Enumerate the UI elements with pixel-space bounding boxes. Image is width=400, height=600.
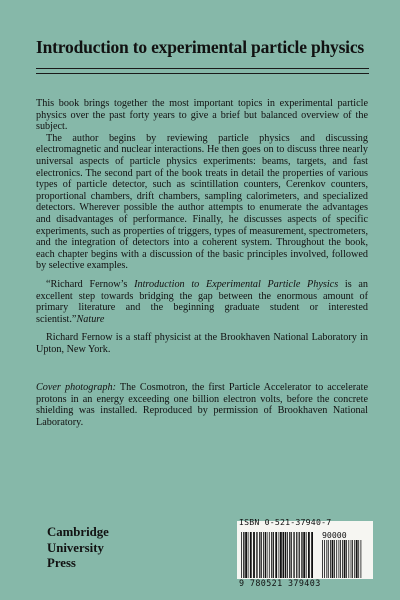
barcode-bar bbox=[279, 532, 280, 578]
barcode-bar bbox=[301, 532, 302, 578]
barcode-bar bbox=[273, 532, 274, 578]
barcode-bar bbox=[269, 532, 270, 578]
barcode-bar bbox=[334, 540, 335, 578]
barcode-bar bbox=[352, 540, 353, 578]
publisher-logo bbox=[47, 525, 109, 572]
barcode-bar bbox=[250, 532, 252, 578]
barcode-bar bbox=[256, 532, 257, 578]
barcode-bar bbox=[328, 540, 329, 578]
description bbox=[36, 98, 368, 355]
price-barcode bbox=[322, 540, 362, 578]
description-paragraph: This book brings together the most important topics in experimental particle physics over the past forty years to give a brief but balanced overview of the subject. bbox=[36, 98, 368, 133]
title-rule-bottom bbox=[36, 73, 369, 74]
barcode-bar bbox=[283, 532, 285, 578]
barcode-bar bbox=[245, 532, 247, 578]
quote-text: is an excellent step towards bridging the gap between the enormous amount of primary literature and the beginning graduate student or interested scientist.” bbox=[36, 278, 368, 325]
isbn-text: ISBN 0-521-37940-7 bbox=[239, 517, 332, 527]
barcode-bar bbox=[287, 532, 288, 578]
price-code-text: 90000 bbox=[322, 530, 347, 540]
barcode-bar bbox=[291, 532, 292, 578]
barcode-bar bbox=[324, 540, 325, 578]
barcode-bar bbox=[351, 540, 352, 578]
barcode-bar bbox=[332, 540, 334, 578]
barcode-bar bbox=[263, 532, 264, 578]
description-paragraph: The author begins by reviewing particle physics and discussing electromagnetic and nuclear interactions. He then goes on to discuss three nearly universal aspects of particle physics experiments: beams, targets, and fast electronics. The second part of the book treats in detail the properties of various types of particle detector, such as scintillation counters, Cerenkov counters, proportional chambers, drift chambers, sampling calorimeters, and specialized detectors. Wherever possible the author attempts to enumerate the advantages and disadvantages of performance. Finally, he discusses aspects of specific experiments, such as properties of triggers, types of measurement, spectrometers, and the integration of detectors into a coherent system. Throughout the book, each chapter begins with a discussion of the basic principles involved, followed by selective examples. bbox=[36, 132, 368, 272]
book-title: Introduction to experimental particle physics bbox=[36, 37, 365, 57]
ean-barcode bbox=[241, 532, 315, 578]
barcode-bar bbox=[344, 540, 346, 578]
quote-open: “Richard Fernow’s bbox=[46, 278, 135, 290]
barcode-bar bbox=[253, 532, 255, 578]
barcode-bar bbox=[346, 540, 347, 578]
barcode-bar bbox=[248, 532, 249, 578]
barcode-bar bbox=[265, 532, 266, 578]
barcode-bar bbox=[243, 532, 244, 578]
quoted-book-title: Introduction to Experimental Particle Physics bbox=[134, 278, 339, 290]
review-quote bbox=[36, 279, 368, 325]
barcode-bar bbox=[330, 540, 331, 578]
barcode-bar bbox=[342, 540, 343, 578]
quote-source: Nature bbox=[76, 313, 105, 325]
barcode-bar bbox=[326, 540, 327, 578]
barcode-bar bbox=[303, 532, 305, 578]
barcode-bar bbox=[311, 532, 313, 578]
publisher-line: Press bbox=[47, 556, 76, 570]
barcode-bar bbox=[259, 532, 260, 578]
ean-digits: 9 780521 379403 bbox=[239, 578, 321, 588]
barcode-bar bbox=[356, 540, 358, 578]
publisher-line: University bbox=[47, 540, 104, 555]
cover-photo-text: The Cosmotron, the first Particle Accelerator to accelerate protons in an energy exceeding one billion electron volts, before the concrete shielding was installed. Reproduced by permission of Brookhaven National Laboratory. bbox=[36, 382, 368, 428]
title-rule-top bbox=[36, 68, 369, 69]
publisher-line: Cambridge bbox=[47, 525, 109, 539]
barcode-bar bbox=[308, 532, 310, 578]
barcode-bar bbox=[275, 532, 277, 578]
barcode-bar bbox=[354, 540, 355, 578]
barcode-bar bbox=[261, 532, 262, 578]
barcode-bar bbox=[296, 532, 297, 578]
barcode-bar bbox=[285, 532, 286, 578]
author-bio: Richard Fernow is a staff physicist at the Brookhaven National Laboratory in Upton, New York. bbox=[36, 332, 368, 355]
cover-photo-credit bbox=[36, 382, 368, 428]
barcode-bar bbox=[306, 532, 307, 578]
barcode-bar bbox=[267, 532, 268, 578]
barcode-bar bbox=[241, 532, 242, 578]
barcode-bar bbox=[289, 532, 290, 578]
barcode-bar bbox=[299, 532, 300, 578]
barcode-bar bbox=[293, 532, 294, 578]
barcode-bar bbox=[339, 540, 340, 578]
barcode-bar bbox=[361, 540, 362, 578]
barcode-bar bbox=[271, 532, 272, 578]
barcode-bar bbox=[336, 540, 337, 578]
barcode-bar bbox=[348, 540, 349, 578]
barcode-bar bbox=[340, 540, 341, 578]
barcode-bar bbox=[298, 532, 299, 578]
cover-photo-label: Cover photograph: bbox=[36, 382, 116, 393]
barcode-bar bbox=[280, 532, 282, 578]
barcode-bar bbox=[358, 540, 359, 578]
barcode-bar bbox=[322, 540, 323, 578]
